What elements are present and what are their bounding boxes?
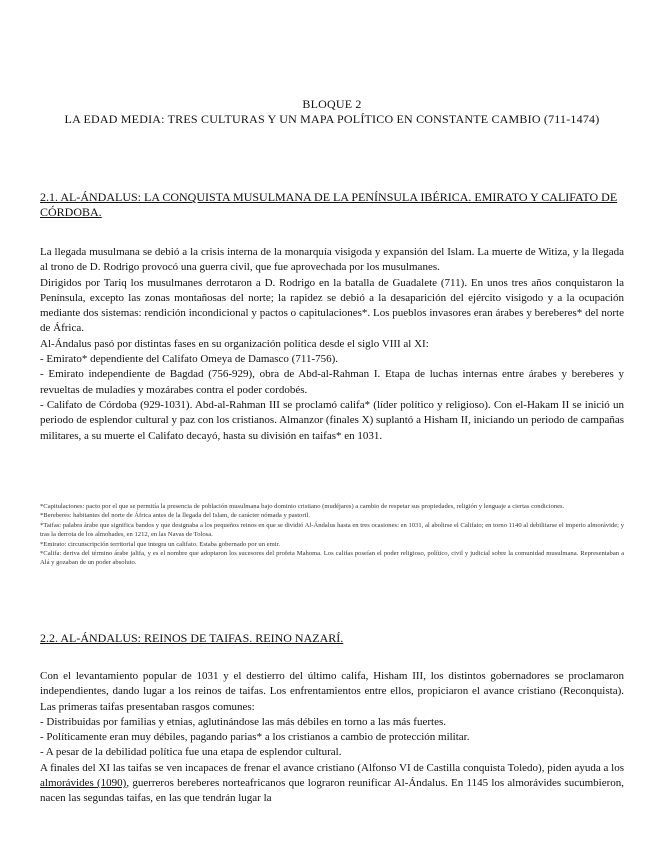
footnote: *Emirato: circunscripción territorial que integra un califato. Estaba gobernado por un emir. [40,540,281,548]
paragraph: Con el levantamiento popular de 1031 y el destierro del último califa, Hisham III, los distintos gobernadores se proclamaron independientes, dando lugar a los reinos de taifas. Los enfrentamientos entre ellos, propiciaron el avance cristiano (Reconquista). Las primeras taifas presentaban rasgos comunes: [40,670,624,713]
footnote: *Taifas: palabra árabe que significa bandos y que designaba a los pequeños reinos en que se dividió Al-Ándalus hasta en tres ocasiones: en 1031, al abolirse el Califato; en torno 1140 al debilitarse el imperio almorávide; y tras la derrota de los almohades, en 1212, en las Navas de Tolosa. [40,521,624,539]
text-run: A finales del XI las taifas se ven incapaces de frenar el avance cristiano (Alfonso VI de Castilla conquista Toledo), piden ayuda a los [40,761,624,774]
paragraph [40,761,624,807]
section-1-body [40,245,624,444]
section-2-body [40,669,624,807]
list-item: - Emirato independiente de Bagdad (756-929), obra de Abd-al-Rahman I. Etapa de luchas internas entre árabes y bereberes y revueltas de muladíes y mozárabes contra el poder cordobés. [40,368,624,396]
almoravides-term: almorávides (1090) [40,777,127,790]
list-item: - Distribuidas por familias y etnias, aglutinándose las más débiles en torno a las más fuertes. [40,715,446,728]
section-1-heading: 2.1. AL-ÁNDALUS: LA CONQUISTA MUSULMANA DE LA PENÍNSULA IBÉRICA. EMIRATO Y CALIFATO DE CÓRDOBA. [40,190,618,219]
list-item: - Políticamente eran muy débiles, pagando parias* a los cristianos a cambio de protección militar. [40,731,470,744]
block-title: LA EDAD MEDIA: TRES CULTURAS Y UN MAPA POLÍTICO EN CONSTANTE CAMBIO (711-1474) [64,112,600,126]
footnote: *Bereberes: habitantes del norte de África antes de la llegada del Islam, de carácter nómada y pastoril. [40,512,310,520]
list-item: - Califato de Córdoba (929-1031). Abd-al-Rahman III se proclamó califa* (líder político y religioso). Con el-Hakam II se inició un periodo de esplendor cultural y paz con los cristianos. Almanzor (finales X) suplantó a Hisham II, iniciando un periodo de campañas militares, a su muerte el Califato decayó, hasta su división en taifas* en 1031. [40,398,624,442]
paragraph: La llegada musulmana se debió a la crisis interna de la monarquía visigoda y expansión del Islam. La muerte de Witiza, y la llegada al trono de D. Rodrigo provocó una guerra civil, que fue aprovechada por los musulmanes. [40,246,624,274]
text-run: , guerreros bereberes norteafricanos que lograron reunificar Al-Ándalus. En 1145 los almorávides sucumbieron, nacen las segundas taifas, en las que tendrán lugar la [40,777,624,805]
list-item: - Emirato* dependiente del Califato Omeya de Damasco (711-756). [40,353,339,366]
paragraph: Al-Ándalus pasó por distintas fases en su organización política desde el siglo VIII al XI: [40,337,429,350]
list-item: - A pesar de la debilidad política fue una etapa de esplendor cultural. [40,746,342,759]
footnotes [40,502,624,568]
block-label: BLOQUE 2 [302,97,362,111]
section-2-heading: 2.2. AL-ÁNDALUS: REINOS DE TAIFAS. REINO NAZARÍ. [40,631,344,645]
footnote: *Capitulaciones: pacto por el que se permitía la presencia de población musulmana bajo dominio cristiano (mudéjares) a cambio de respetar sus propiedades, religión y lenguaje a ciertas condiciones. [40,503,565,510]
footnote: *Califa: deriva del término árabe jalifa, y es el nombre que adoptaron los sucesores del profeta Mahoma. Los califas poseían el poder religioso, político, civil y judicial sobre la comunidad musulmana. Representaban a Alá y gozaban de un poder absoluto. [40,550,624,567]
paragraph: Dirigidos por Tariq los musulmanes derrotaron a D. Rodrigo en la batalla de Guadalete (711). En unos tres años conquistaron la Península, excepto las zonas montañosas del norte; la rapidez se debió a la desaparición del ejército visigodo y a la ocupación mediante dos sistemas: rendición incondicional y pactos o capitulaciones*. Los pueblos invasores eran árabes y bereberes* del norte de África. [40,276,624,335]
